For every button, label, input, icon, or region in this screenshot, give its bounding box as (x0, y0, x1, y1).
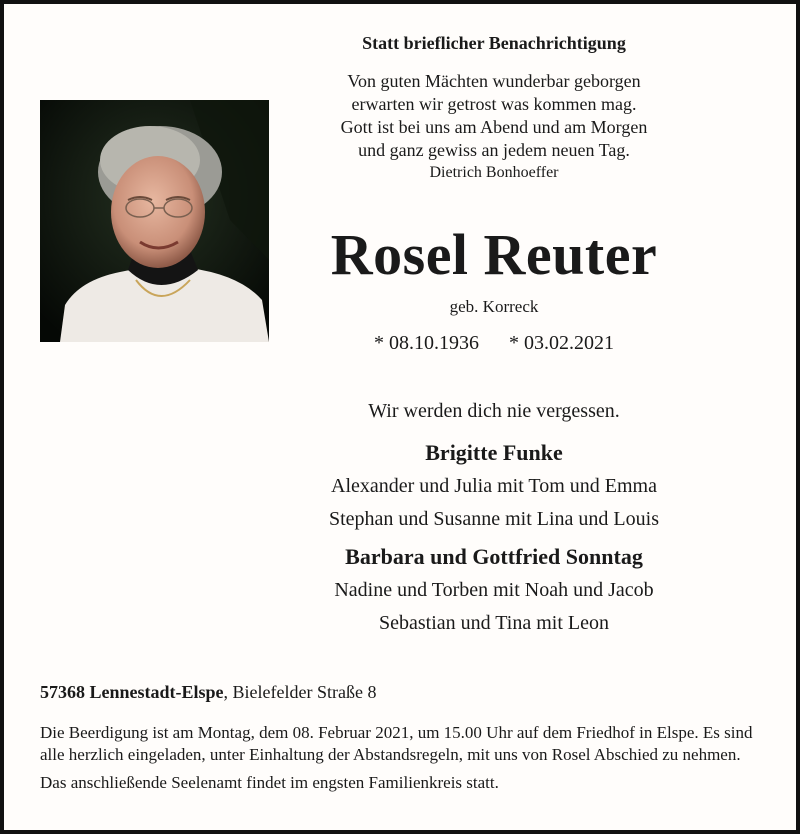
family-group (194, 436, 794, 536)
death-date: * 03.02.2021 (509, 332, 614, 354)
address-city: 57368 Lennestadt-Elspe (40, 682, 224, 702)
family-list (194, 436, 794, 640)
family-member: Stephan und Susanne mit Lina und Louis (329, 508, 659, 530)
family-member: Sebastian und Tina mit Leon (379, 612, 609, 634)
poem-line: erwarten wir getrost was kommen mag. (351, 94, 637, 114)
family-member: Alexander und Julia mit Tom und Emma (331, 475, 657, 497)
poem (244, 70, 744, 184)
family-address (40, 680, 376, 704)
poem-author: Dietrich Bonhoeffer (429, 164, 559, 181)
notice-header: Statt brieflicher Benachrichtigung (362, 33, 626, 53)
portrait-illustration (40, 100, 269, 342)
birth-date: * 08.10.1936 (374, 332, 479, 354)
family-member: Nadine und Torben mit Noah und Jacob (334, 579, 654, 601)
poem-line: und ganz gewiss an jedem neuen Tag. (358, 140, 630, 160)
life-dates (244, 330, 744, 356)
funeral-details: Die Beerdigung ist am Montag, dem 08. Februar 2021, um 15.00 Uhr auf dem Friedhof in Elspe. Es sind alle herzlich eingeladen, unter Einhaltung der Abstandsregeln, mit uns von Rosel Abschied zu nehmen. (40, 723, 753, 764)
funeral-notice (40, 722, 770, 794)
birth-name: geb. Korreck (449, 297, 539, 316)
poem-line: Gott ist bei uns am Abend und am Morgen (340, 117, 648, 137)
tribute-line: Wir werden dich nie vergessen. (368, 400, 620, 422)
address-street: , Bielefelder Straße 8 (223, 682, 377, 702)
family-group (194, 540, 794, 640)
portrait-photo (40, 100, 269, 342)
poem-line: Von guten Mächten wunderbar geborgen (347, 71, 641, 91)
family-head: Brigitte Funke (425, 440, 563, 465)
family-head: Barbara und Gottfried Sonntag (345, 544, 643, 569)
memorial-mass-note: Das anschließende Seelenamt findet im engsten Familienkreis statt. (40, 773, 499, 792)
deceased-name: Rosel Reuter (330, 222, 658, 287)
